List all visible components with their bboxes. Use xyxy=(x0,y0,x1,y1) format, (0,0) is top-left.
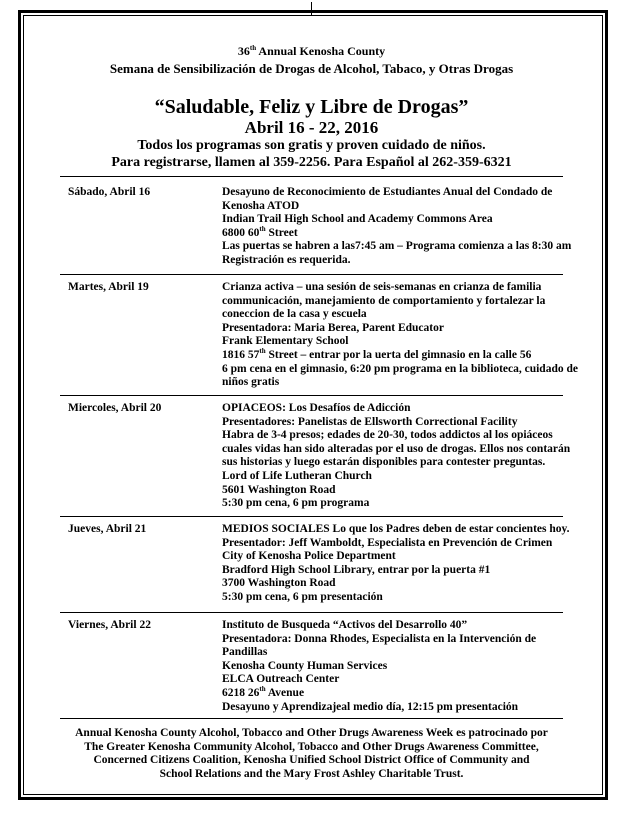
event-detail-line: Presentadores: Panelistas de Ellsworth Correctional Facility xyxy=(222,415,518,428)
flyer-dates: Abril 16 - 22, 2016 xyxy=(244,118,379,137)
sponsor-footer xyxy=(40,727,583,781)
event-detail-line: Presentadora: Maria Berea, Parent Educator xyxy=(222,321,444,334)
event-detail-line: Desayuno y Aprendizajeal medio día, 12:15 pm presentación xyxy=(222,700,519,713)
event-date: Jueves, Abril 21 xyxy=(68,523,147,535)
flyer-title: “Saludable, Feliz y Libre de Drogas” xyxy=(154,96,469,118)
separator-rule xyxy=(60,176,563,177)
event-detail-line: MEDIOS SOCIALES Lo que los Padres deben de estar concientes hoy. xyxy=(222,523,570,535)
separator-rule xyxy=(60,612,563,613)
event-details xyxy=(222,281,587,390)
event-detail-line: coneccion de la casa y escuela xyxy=(222,308,367,321)
event-detail-line: cuales vidas han sido alteradas por el uso de drogas. Ellos nos contarán xyxy=(222,442,571,455)
separator-rule xyxy=(60,718,563,719)
event-detail-line: 5601 Washington Road xyxy=(222,483,336,496)
event-detail-line: Instituto de Busqueda “Activos del Desarrollo 40” xyxy=(222,619,468,631)
footer-line: Annual Kenosha County Alcohol, Tobacco and Other Drugs Awareness Week es patrocinado por xyxy=(75,727,548,739)
event-date: Miercoles, Abril 20 xyxy=(68,402,162,414)
separator-rule xyxy=(60,274,563,275)
event-detail-line: niños gratis xyxy=(222,376,280,389)
event-date: Martes, Abril 19 xyxy=(68,281,149,293)
event-detail-line: OPIACEOS: Los Desafíos de Adicción xyxy=(222,402,411,414)
event-detail-line: Crianza activa – una sesión de seis-semanas en crianza de familia xyxy=(222,281,542,293)
event-details xyxy=(222,619,587,714)
event-detail-line: Presentadora: Donna Rhodes, Especialista en la Intervención de xyxy=(222,632,537,645)
event-detail-line: Desayuno de Reconocimiento de Estudiantes Anual del Condado de xyxy=(222,186,553,198)
event-detail-line: communicación, manejamiento de comportamiento y fortalezar la xyxy=(222,294,546,307)
header-line1: 36th Annual Kenosha County xyxy=(237,44,386,58)
event-detail-line: Pandillas xyxy=(222,646,268,659)
event-detail-line: 1816 57th Street – entrar por la uerta del gimnasio en la calle 56 xyxy=(222,347,532,361)
event-detail-line: Presentador: Jeff Wamboldt, Especialista en Prevención de Crimen xyxy=(222,536,553,549)
event-detail-line: Bradford High School Library, entrar por la puerta #1 xyxy=(222,563,491,576)
footer-line: The Greater Kenosha Community Alcohol, Tobacco and Other Drugs Awareness Committee, xyxy=(84,740,539,753)
event-detail-line: Kenosha County Human Services xyxy=(222,659,388,672)
event-detail-line: Frank Elementary School xyxy=(222,335,349,348)
event-details xyxy=(222,402,587,511)
event-date: Viernes, Abril 22 xyxy=(68,619,151,631)
event-detail-line: 3700 Washington Road xyxy=(222,577,336,590)
event-date: Sábado, Abril 16 xyxy=(68,186,151,198)
event-detail-line: 6218 26th Avenue xyxy=(222,685,305,699)
event-detail-line: Las puertas se habren a las7:45 am – Programa comienza a las 8:30 am xyxy=(222,240,572,253)
registration-info: Para registrarse, llamen al 359-2256. Para Español al 262-359-6321 xyxy=(111,155,512,170)
event-detail-line: 5:30 pm cena, 6 pm programa xyxy=(222,497,370,510)
event-detail-line: 6 pm cena en el gimnasio, 6:20 pm programa en la biblioteca, cuidado de xyxy=(222,362,578,375)
event-details xyxy=(222,186,587,268)
event-detail-line: Habra de 3-4 presos; edades de 20-30, todos addictos al los opiáceos xyxy=(222,429,553,442)
top-center-mark xyxy=(311,2,312,16)
free-programs-note: Todos los programas son gratis y proven cuidado de niños. xyxy=(137,138,486,153)
event-detail-line: 6800 60th Street xyxy=(222,224,298,239)
event-detail-line: sus historias y luego estarán disponibles para contester preguntas. xyxy=(222,456,546,469)
separator-rule xyxy=(60,516,563,517)
event-detail-line: Registración es requerida. xyxy=(222,253,351,266)
header-line2: Semana de Sensibilización de Drogas de Alcohol, Tabaco, y Otras Drogas xyxy=(109,61,514,76)
footer-line: Concerned Citizens Coalition, Kenosha Unified School District Office of Community and xyxy=(93,754,530,767)
event-detail-line: Indian Trail High School and Academy Commons Area xyxy=(222,213,493,226)
event-detail-line: ELCA Outreach Center xyxy=(222,673,340,686)
footer-line: School Relations and the Mary Frost Ashley Charitable Trust. xyxy=(159,767,464,780)
event-detail-line: 5:30 pm cena, 6 pm presentación xyxy=(222,590,383,603)
event-detail-line: Kenosha ATOD xyxy=(222,199,300,212)
separator-rule xyxy=(60,395,563,396)
event-detail-line: Lord of Life Lutheran Church xyxy=(222,469,372,482)
event-detail-line: City of Kenosha Police Department xyxy=(222,550,396,563)
event-details xyxy=(222,523,587,605)
